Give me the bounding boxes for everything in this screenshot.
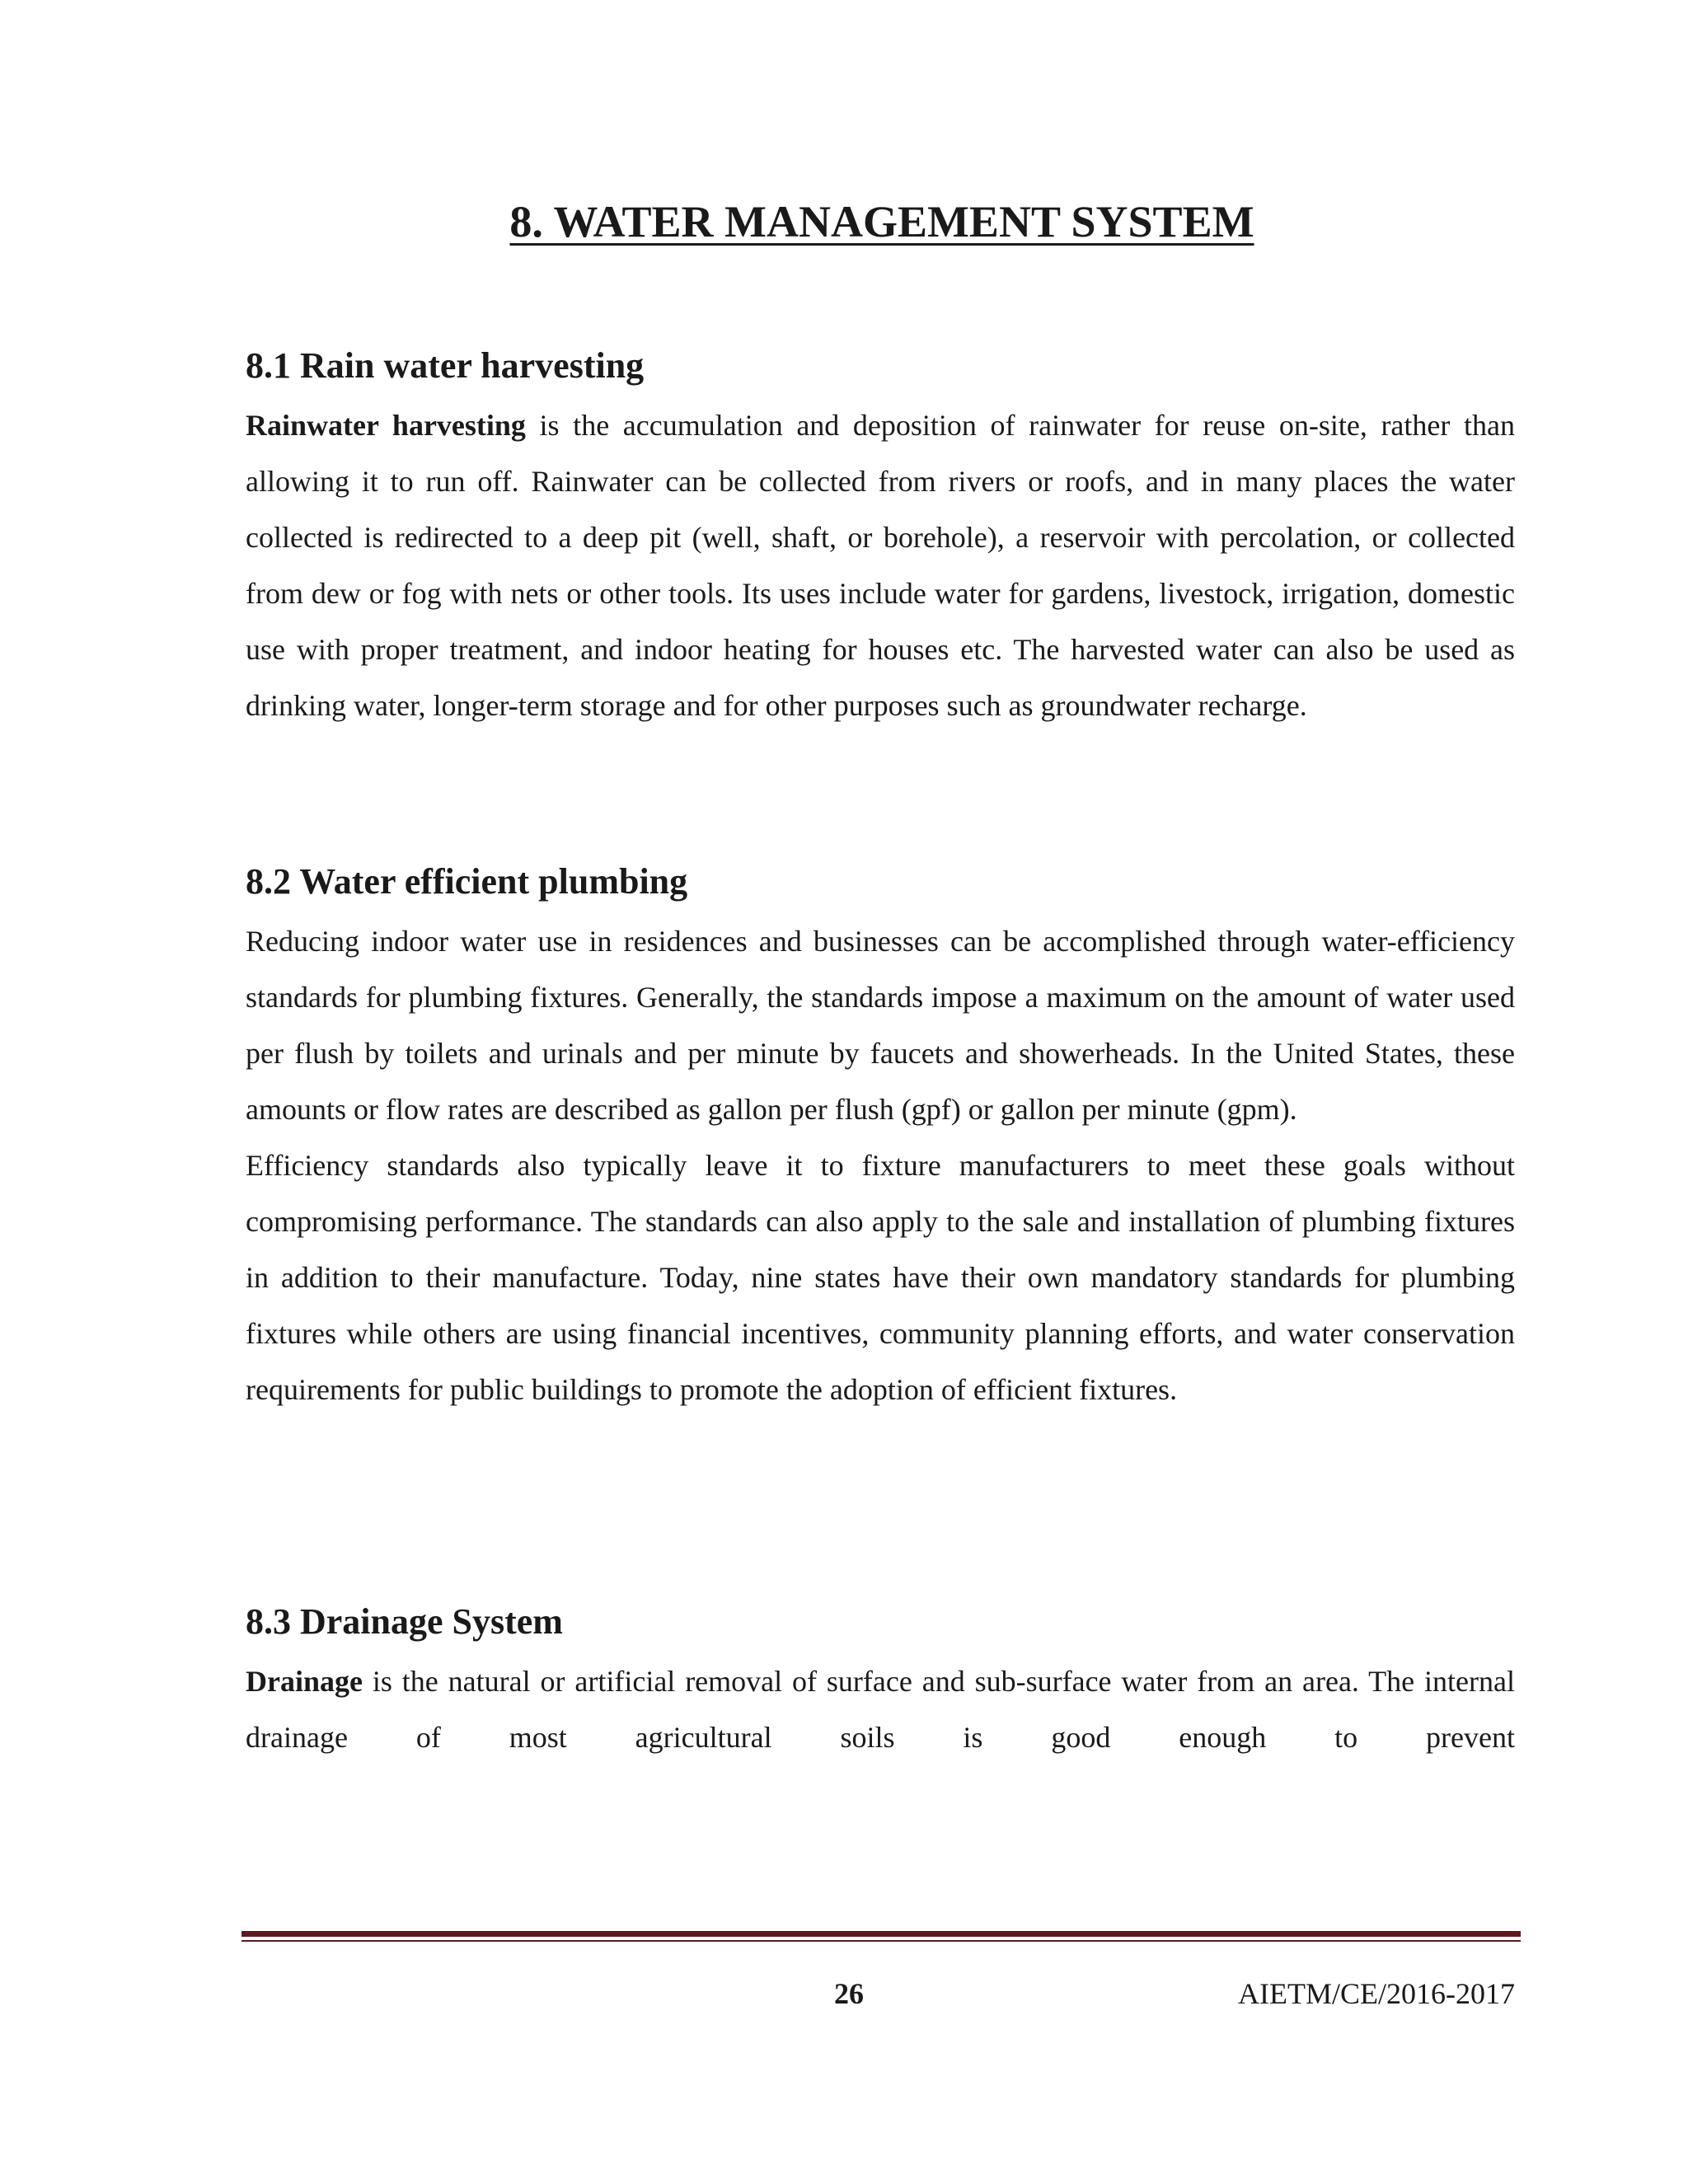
section-paragraph: Reducing indoor water use in residences and businesses can be accomplished through water-efficiency standards for plumbing fixtures. Generally, the standards impose a maximum on the amount of water used per flush by toilets and urinals and per minute by faucets and showerheads. In the United States, these amounts or flow rates are described as gallon per flush (gpf) or gallon per minute (gpm). bbox=[246, 925, 1515, 1126]
lead-term: Rainwater harvesting bbox=[246, 409, 526, 442]
footer-divider-thin bbox=[241, 1940, 1521, 1942]
page-number: 26 bbox=[834, 1977, 864, 2010]
lead-term: Drainage bbox=[246, 1665, 363, 1698]
section-paragraph bbox=[246, 1653, 1515, 1765]
section-heading: 8.3 Drainage System bbox=[246, 1601, 563, 1642]
section-drainage-system bbox=[246, 1599, 1515, 1765]
section-paragraph bbox=[246, 397, 1515, 733]
section-paragraph: Efficiency standards also typically leave it to fixture manufacturers to meet these goals without compromising performance. The standards can also apply to the sale and installation of plumbing fixtures in addition to their manufacture. Today, nine states have their own mandatory standards for plumbing fixtures while others are using financial incentives, community planning efforts, and water conservation requirements for public buildings to promote the adoption of efficient fixtures. bbox=[246, 1149, 1515, 1406]
page-title: 8. WATER MANAGEMENT SYSTEM bbox=[509, 197, 1254, 246]
document-code: AIETM/CE/2016-2017 bbox=[1238, 1977, 1515, 2010]
section-water-efficient-plumbing bbox=[246, 859, 1515, 1418]
section-heading: 8.1 Rain water harvesting bbox=[246, 345, 645, 386]
footer-divider bbox=[241, 1931, 1521, 1937]
section-heading: 8.2 Water efficient plumbing bbox=[246, 861, 688, 902]
paragraph-text: is the accumulation and deposition of rainwater for reuse on-site, rather than allowing it to run off. Rainwater can be collected from rivers or roofs, and in many places the water collected is redirected to a deep pit (well, shaft, or borehole), a reservoir with percolation, or collected from dew or fog with nets or other tools. Its uses include water for gardens, livestock, irrigation, domestic use with proper treatment, and indoor heating for houses etc. The harvested water can also be used as drinking water, longer-term storage and for other purposes such as groundwater recharge. bbox=[246, 409, 1515, 722]
paragraph-text: is the natural or artificial removal of surface and sub-surface water from an area. The internal drainage of most agricultural soils is good enough to prevent bbox=[246, 1665, 1515, 1754]
section-rain-water-harvesting bbox=[246, 343, 1515, 733]
